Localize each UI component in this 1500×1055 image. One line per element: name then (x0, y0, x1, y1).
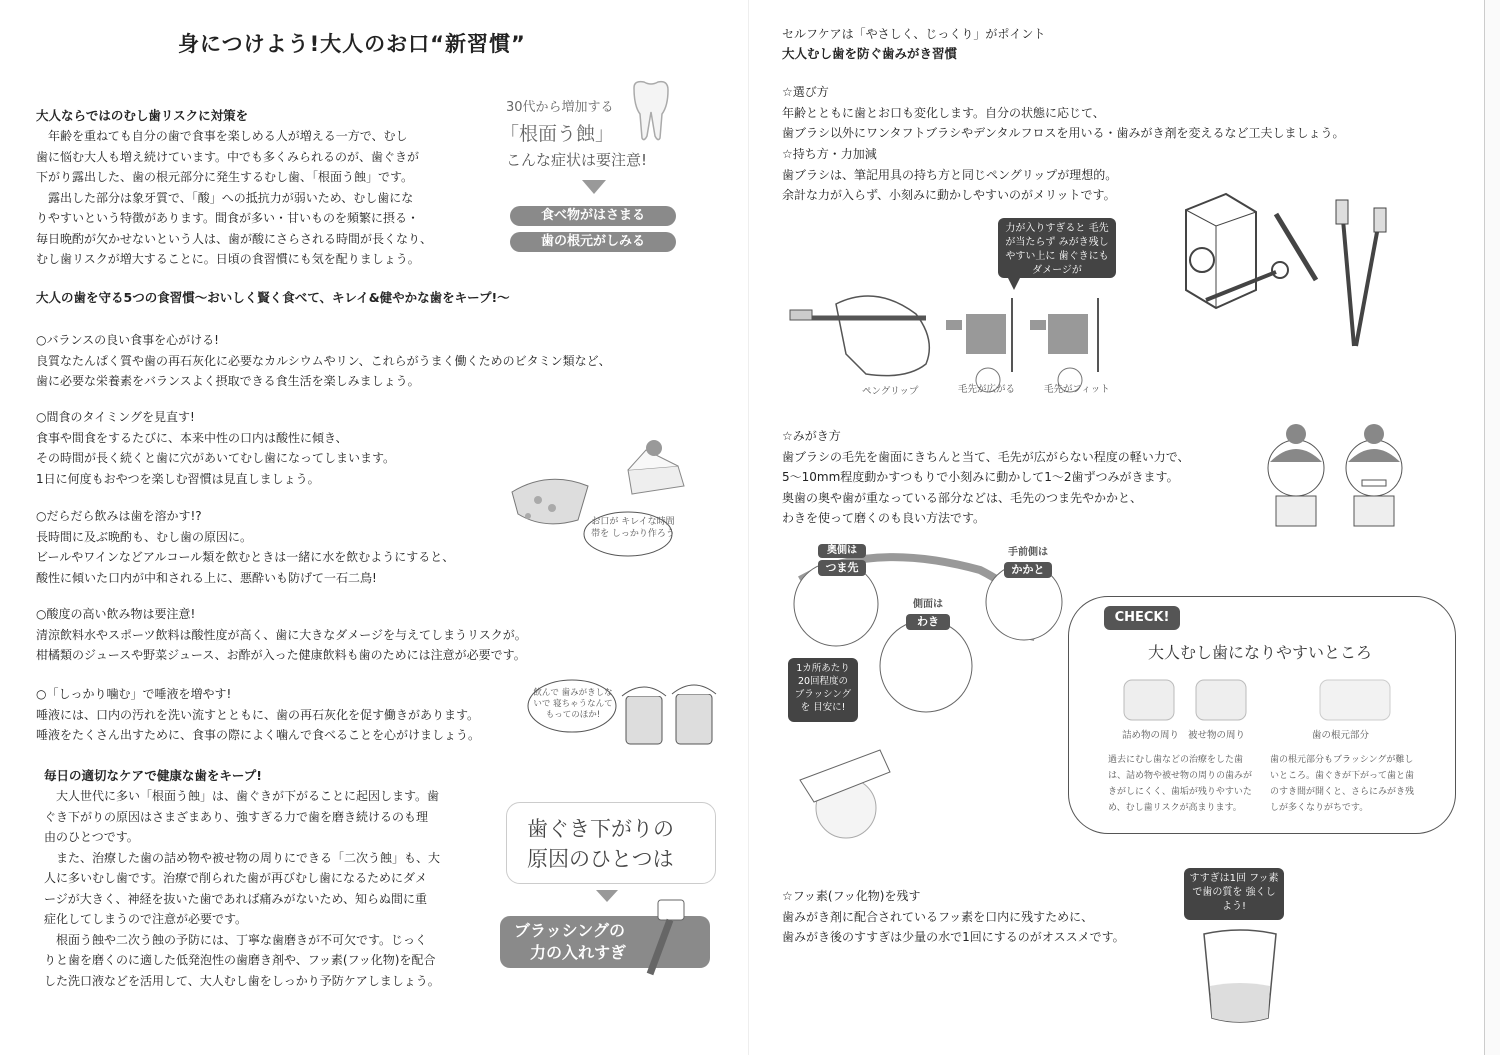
callout-line: 原因のひとつは (527, 847, 674, 871)
text-line: また、治療した歯の詰め物や被せ物の周りにできる「二次う蝕」も、大 (44, 850, 441, 865)
arrow-down-icon (596, 890, 618, 902)
tag-back: 奥側は (818, 544, 866, 558)
check-title: 大人むし歯になりやすいところ (1148, 643, 1373, 662)
section-fluoride (782, 886, 1125, 948)
text-line: 長時間に及ぶ晩酌も、むし歯の原因に。 (36, 529, 253, 544)
text-line: 余計な力が入らず、小刻みに動かしやすいのがメリットです。 (782, 188, 1116, 202)
text-line: 症化してしまうので注意が必要です。 (44, 912, 248, 926)
right-heading: 大人むし歯を防ぐ歯みがき習慣 (782, 46, 958, 61)
check-text-root: 歯の根元部分もブラッシングが難しいところ。歯ぐきが下がって歯と歯のすき間が開くと、さらにみがき残しが多くなりがちです。 (1270, 755, 1415, 813)
habit-title: ○間食のタイミングを見直す! (36, 410, 195, 424)
habit-snack (36, 407, 395, 489)
page-title: 身につけよう!大人のお口“新習慣” (178, 32, 526, 56)
speech-bubble-force: 力が入りすぎると 毛先が当たらず みがき残しやすい上に 歯ぐきにもダメージが (998, 218, 1116, 278)
text-line: 歯ブラシ以外にワンタフトブラシやデンタルフロスを用いる・歯みがき剤を変えるなど工夫しましょう。 (782, 126, 1345, 140)
tag-front: 手前側は (1004, 546, 1052, 560)
section-title: ☆フッ素(フッ化物)を残す (782, 889, 921, 903)
text-line: 清涼飲料水やスポーツ飲料は酸性度が高く、歯に大きなダメージを与えてしまうリスクが。 (36, 627, 527, 642)
speech-bubble-rinse: すすぎは1回 フッ素で歯の質を 強くしよう! (1184, 868, 1284, 920)
text-line: りやすいという特徴があります。間食が多い・甘いものを頻繁に摂る・ (36, 211, 420, 225)
section-heading-risk: 大人ならではのむし歯リスクに対策を (36, 108, 249, 123)
callout-line: 30代から増加する (506, 100, 614, 115)
tooth-illustration (628, 80, 674, 142)
text-line: 年齢とともに歯とお口も変化します。自分の状態に応じて、 (782, 105, 1105, 120)
snack-illustration (508, 430, 698, 570)
toothbrush-icon (644, 896, 714, 976)
callout-line: 歯ぐき下がりの (527, 817, 674, 841)
women-brushing-illustration (1256, 418, 1416, 528)
habit-title: ○「しっかり噛む」で唾液を増やす! (36, 687, 232, 701)
tag-tip: つま先 (818, 560, 866, 576)
label-filling: 詰め物の周り (1122, 730, 1180, 741)
page-divider (748, 0, 749, 1055)
water-glass-icon (1200, 926, 1280, 1026)
speech-bubble-snack: お口が キレイな時間帯を しっかり作ろう (591, 517, 675, 539)
text-line: その時間が長く続くと歯に穴があいてむし歯になってしまいます。 (36, 451, 396, 465)
text-line: 由のひとつです。 (44, 830, 139, 844)
callout-gum-recession (506, 802, 716, 884)
arrow-down-icon (582, 180, 606, 194)
section-heading-care: 毎日の適切なケアで健康な歯をキープ! (44, 768, 262, 783)
text-line: 奥歯の奥や歯が重なっている部分などは、毛先のつま先やかかと、 (782, 490, 1143, 505)
text-line: 大人世代に多い「根面う蝕」は、歯ぐきが下がることに起因します。歯 (44, 789, 440, 803)
speech-bubble-beer: 飲んで 歯みがきしないで 寝ちゃうなんて もってのほか! (533, 688, 613, 720)
habit-title: ○酸度の高い飲み物は要注意! (36, 607, 196, 621)
text-line: 5〜10mm程度動かすつもりで小刻みに動かして1〜2歯ずつみがきます。 (782, 470, 1179, 484)
habit-drinking (36, 506, 454, 588)
text-line: 歯ブラシは、筆記用具の持ち方と同じペングリップが理想的。 (782, 167, 1118, 182)
text-line: 1日に何度もおやつを楽しむ習慣は見直しましょう。 (36, 471, 320, 486)
label-bristle-spread: 毛先が広がる (958, 384, 1016, 395)
label-root: 歯の根元部分 (1312, 730, 1370, 741)
text-line: 唾液には、口内の汚れを洗い流すとともに、歯の再石灰化を促す働きがあります。 (36, 707, 480, 722)
text-line: 毎日晩酌が欠かせないという人は、歯が酸にさらされる時間が長くなり、 (36, 231, 433, 246)
text-line: 根面う蝕や二次う蝕の予防には、丁寧な歯磨きが不可欠です。じっく (44, 932, 428, 947)
text-line: ージが大きく、神経を抜いた歯であれば痛みがないため、知らぬ間に重 (44, 891, 428, 906)
text-line: 酸性に傾いた口内が中和される上に、悪酔いも防げて一石二鳥! (36, 570, 377, 585)
symptom-pill: 食べ物がはさまる (510, 206, 676, 226)
habit-title: ○バランスの良い食事を心がける! (36, 333, 219, 347)
banner-line: 力の入れすぎ (530, 943, 627, 962)
section-brushing (782, 426, 1190, 529)
text-line: 下がり露出した、歯の根元部分に発生するむし歯、「根面う蝕」です。 (36, 170, 414, 184)
habit-balance (36, 330, 611, 392)
text-line: 食事や間食をするたびに、本来中性の口内は酸性に傾き、 (36, 430, 348, 445)
text-line: 良質なたんぱく質や歯の再石灰化に必要なカルシウムやリン、これらがうまく働くためのビタミン類など、 (36, 353, 611, 368)
section-heading-habits: 大人の歯を守る5つの食習慣〜おいしく賢く食べて、キレイ&健やかな歯をキープ!〜 (36, 290, 510, 305)
label-pen-grip: ペングリップ (862, 386, 919, 397)
right-intro: セルフケアは「やさしく、じっくり」がポイント (782, 27, 1046, 41)
label-crown: 被せ物の周り (1188, 730, 1246, 741)
text-line: わきを使って磨くのも良い方法です。 (782, 511, 986, 525)
text-line: ぐき下がりの原因はさまざまあり、強すぎる力で歯を磨き続けるのも理 (44, 809, 429, 824)
section-title: ☆選び方 (782, 85, 829, 99)
text-line: 人に多いむし歯です。治療で削られた歯が再びむし歯になるためにダメ (44, 871, 428, 885)
text-line: 唾液をたくさん出すために、食事の際によく噛んで食べることを心がけましょう。 (36, 728, 481, 742)
pen-grip-illustration (786, 284, 1126, 394)
habit-chewing (36, 684, 480, 746)
tag-side: 側面は (906, 598, 950, 612)
tag-waki: わき (906, 614, 950, 630)
section-hold (782, 144, 1117, 206)
text-line: りと歯を磨くのに適した低発泡性の歯磨き剤や、フッ素(フッ化物)を配合 (44, 953, 436, 967)
text-line: 年齢を重ねても自分の歯で食事を楽しめる人が増える一方で、むし (36, 129, 408, 143)
speech-bubble-count: 1カ所あたり 20回程度の ブラッシングを 目安に! (788, 658, 858, 722)
text-line: 露出した部分は象牙質で、「酸」への抵抗力が弱いため、むし歯にな (36, 190, 414, 205)
symptom-pill: 歯の根元がしみる (510, 232, 676, 252)
section-title: ☆みがき方 (782, 429, 841, 443)
text-line: 柑橘類のジュースや野菜ジュース、お酢が入った健康飲料も歯のためには注意が必要です。 (36, 648, 526, 662)
callout-line: 「根面う蝕」 (500, 123, 615, 145)
text-line: 歯みがき剤に配合されているフッ素を口内に残すために、 (782, 909, 1094, 924)
banner-line: ブラッシングの (514, 921, 625, 940)
text-line: 歯みがき後のすすぎは少量の水で1回にするのがオススメです。 (782, 930, 1125, 944)
text-line: した洗口液などを活用して、大人むし歯をしっかり予防ケアしましょう。 (44, 973, 440, 988)
dental-tools-illustration (1176, 190, 1386, 350)
label-bristle-fit: 毛先がフィット (1044, 384, 1110, 395)
page-edge (1484, 0, 1500, 1055)
text-line: 歯に悩む大人も増え続けています。中でも多くみられるのが、歯ぐきが (36, 149, 420, 164)
section-body-risk (36, 126, 432, 270)
text-line: 歯ブラシの毛先を歯面にきちんと当て、毛先が広がらない程度の軽い力で、 (782, 449, 1190, 464)
check-badge: CHECK! (1104, 606, 1180, 630)
check-text-filling: 過去にむし歯などの治療をした歯は、詰め物や被せ物の周りの歯みがきがしにくく、歯垢が残りやすいため、むし歯リスクが高まります。 (1108, 755, 1253, 813)
callout-line: こんな症状は要注意! (506, 151, 648, 169)
habit-acidic (36, 604, 527, 666)
text-line: むし歯リスクが増大することに。日頃の食習慣にも気を配りましょう。 (36, 252, 420, 266)
section-title: ☆持ち方・力加減 (782, 147, 877, 161)
section-choose (782, 82, 1344, 144)
tag-heel: かかと (1004, 562, 1052, 578)
teeth-illustrations (1124, 676, 1404, 726)
text-line: 歯に必要な栄養素をバランスよく摂取できる食生活を楽しみましょう。 (36, 374, 420, 388)
section-body-care (44, 786, 440, 991)
text-line: ビールやワインなどアルコール類を飲むときは一緒に水を飲むようにすると、 (36, 550, 455, 564)
habit-title: ○だらだら飲みは歯を溶かす!? (36, 509, 202, 523)
